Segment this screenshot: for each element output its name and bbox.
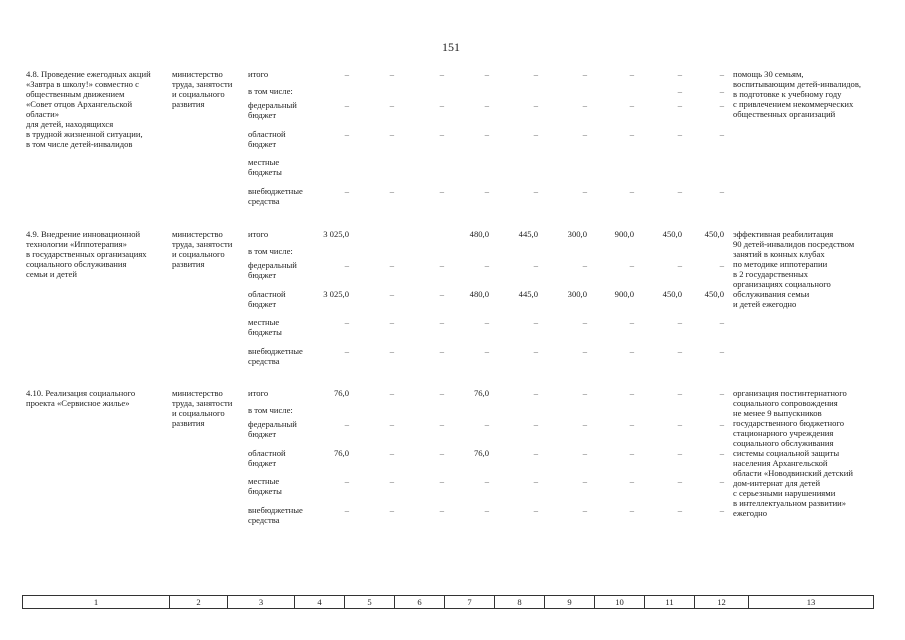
year-value: –	[484, 186, 489, 196]
measure-text: 4.10. Реализация социального проекта «Сервисное жилье»	[26, 388, 136, 408]
year-value: –	[439, 100, 444, 110]
year-value: –	[533, 186, 538, 196]
year-value: –	[629, 505, 634, 515]
year-value: –	[719, 476, 724, 486]
year-value: –	[629, 100, 634, 110]
source-label: федеральный бюджет	[248, 260, 297, 280]
year-value: –	[629, 260, 634, 270]
year-value: –	[389, 129, 394, 139]
year-value: 480,0	[469, 229, 489, 239]
year-value: –	[677, 388, 682, 398]
year-value: –	[439, 69, 444, 79]
year-value: –	[582, 317, 587, 327]
source-label: местные бюджеты	[248, 157, 282, 177]
year-value: –	[629, 346, 634, 356]
year-value: –	[719, 346, 724, 356]
total-value: 76,0	[333, 448, 349, 458]
year-value: –	[677, 476, 682, 486]
year-value: 900,0	[614, 229, 634, 239]
source-label: областной бюджет	[248, 289, 286, 309]
total-value: –	[344, 419, 349, 429]
year-value: –	[439, 419, 444, 429]
result-text: помощь 30 семьям, воспитывающим детей-инвалидов, в подготовке к учебному году с привлечением некоммерческих общественных организаций	[733, 69, 862, 119]
year-value: –	[719, 388, 724, 398]
col-num-9: 9	[545, 596, 595, 608]
year-value: –	[677, 419, 682, 429]
year-value: –	[582, 388, 587, 398]
year-value: –	[484, 346, 489, 356]
year-value: –	[533, 69, 538, 79]
year-value: –	[389, 505, 394, 515]
year-value: –	[582, 69, 587, 79]
total-value: –	[344, 346, 349, 356]
source-label: местные бюджеты	[248, 476, 282, 496]
result-text: эффективная реабилитация 90 детей-инвалидов посредством занятий в конных клубах по методике иппотерапии в 2 государственных организациях социального обслуживания семьи и детей ежегодно	[733, 229, 855, 309]
year-value: –	[677, 186, 682, 196]
page-number: 151	[442, 40, 460, 54]
year-value: –	[389, 260, 394, 270]
year-value: –	[389, 346, 394, 356]
year-value: –	[677, 317, 682, 327]
year-value: –	[439, 260, 444, 270]
year-value: –	[629, 69, 634, 79]
year-value: –	[439, 505, 444, 515]
source-label: в том числе:	[248, 86, 293, 96]
year-value: –	[439, 289, 444, 299]
year-value: –	[484, 260, 489, 270]
year-value: –	[677, 505, 682, 515]
year-value: 450,0	[704, 229, 724, 239]
year-value: –	[629, 419, 634, 429]
year-value: –	[439, 476, 444, 486]
year-value: –	[719, 69, 724, 79]
year-value: –	[439, 317, 444, 327]
year-value: –	[389, 419, 394, 429]
total-value: –	[344, 100, 349, 110]
col-num-11: 11	[645, 596, 695, 608]
col-num-5: 5	[345, 596, 395, 608]
year-value: –	[677, 346, 682, 356]
source-label: в том числе:	[248, 405, 293, 415]
year-value: –	[439, 129, 444, 139]
source-label: итого	[248, 388, 269, 398]
year-value: 445,0	[518, 289, 538, 299]
year-value: 300,0	[567, 229, 587, 239]
year-value: 450,0	[704, 289, 724, 299]
year-value: 445,0	[518, 229, 538, 239]
total-value: –	[344, 476, 349, 486]
source-label: областной бюджет	[248, 448, 286, 468]
source-label: внебюджетные средства	[248, 346, 303, 366]
source-label: местные бюджеты	[248, 317, 282, 337]
result-text: организация постинтернатного социального сопровождения не менее 9 выпускников государственного бюджетного стационарного учреждения социального обслуживания системы социальной защиты населения Архангельской области «Новодвинский детский дом-интернат для детей с серьезными нарушениями в интеллектуальном развитии» ежегодно	[733, 388, 853, 518]
year-value: –	[582, 186, 587, 196]
year-value: 900,0	[614, 289, 634, 299]
source-label: областной бюджет	[248, 129, 286, 149]
year-value: –	[389, 186, 394, 196]
measure-text: 4.8. Проведение ежегодных акций «Завтра в школу!» совместно с общественным движением «Совет отцов Архангельской области» для детей, находящихся в трудной жизненной ситуации, в том числе детей-инвалидов	[26, 69, 151, 149]
year-value: –	[582, 346, 587, 356]
year-value: –	[389, 476, 394, 486]
year-value: –	[389, 388, 394, 398]
year-value: –	[533, 129, 538, 139]
source-label: федеральный бюджет	[248, 419, 297, 439]
year-value: –	[484, 100, 489, 110]
executor-text: министерство труда, занятости и социального развития	[172, 388, 233, 428]
year-value: –	[629, 317, 634, 327]
year-value: –	[484, 505, 489, 515]
total-value: –	[344, 69, 349, 79]
year-value: –	[484, 129, 489, 139]
year-value: –	[719, 100, 724, 110]
year-value: –	[533, 260, 538, 270]
col-num-10: 10	[595, 596, 645, 608]
col-num-13: 13	[806, 597, 816, 607]
year-value: –	[719, 448, 724, 458]
year-value: –	[677, 100, 682, 110]
year-value: 76,0	[473, 448, 489, 458]
year-value: 450,0	[662, 229, 682, 239]
col-num-1: 1	[23, 596, 170, 608]
year-value: –	[533, 419, 538, 429]
total-value: –	[344, 505, 349, 515]
year-value: –	[629, 388, 634, 398]
year-value: –	[677, 448, 682, 458]
year-value: 300,0	[567, 289, 587, 299]
year-value: –	[439, 346, 444, 356]
year-value: –	[439, 186, 444, 196]
year-value: –	[533, 476, 538, 486]
year-value: –	[677, 69, 682, 79]
year-value: –	[582, 505, 587, 515]
year-value: –	[389, 289, 394, 299]
year-value: –	[533, 100, 538, 110]
year-value: –	[582, 419, 587, 429]
source-label: внебюджетные средства	[248, 186, 303, 206]
year-value: –	[677, 260, 682, 270]
year-value: –	[629, 129, 634, 139]
source-label: итого	[248, 69, 269, 79]
year-value: –	[719, 505, 724, 515]
executor-text: министерство труда, занятости и социального развития	[172, 229, 233, 269]
year-value: –	[389, 100, 394, 110]
total-value: –	[344, 260, 349, 270]
year-value: –	[629, 448, 634, 458]
year-value: –	[533, 317, 538, 327]
source-label: федеральный бюджет	[248, 100, 297, 120]
source-label: в том числе:	[248, 246, 293, 256]
measure-text: 4.9. Внедрение инновационной технологии «Иппотерапия» в государственных организациях социального обслуживания семьи и детей	[26, 229, 147, 279]
col-num-2: 2	[170, 596, 228, 608]
col-num-8: 8	[495, 596, 545, 608]
total-value: 3 025,0	[323, 229, 349, 239]
year-value: –	[484, 69, 489, 79]
year-value: –	[484, 419, 489, 429]
year-value: –	[719, 317, 724, 327]
year-value: –	[719, 86, 724, 96]
year-value: 76,0	[473, 388, 489, 398]
year-value: –	[677, 86, 682, 96]
year-value: –	[484, 317, 489, 327]
source-label: внебюджетные средства	[248, 505, 303, 525]
year-value: –	[439, 448, 444, 458]
col-num-3: 3	[228, 596, 295, 608]
executor-text: министерство труда, занятости и социального развития	[172, 69, 233, 109]
col-num-7: 7	[445, 596, 495, 608]
total-value: –	[344, 129, 349, 139]
year-value: –	[719, 129, 724, 139]
year-value: –	[719, 419, 724, 429]
col-num-4: 4	[295, 596, 345, 608]
year-value: –	[629, 186, 634, 196]
total-value: –	[344, 317, 349, 327]
year-value: 480,0	[469, 289, 489, 299]
year-value: –	[582, 260, 587, 270]
year-value: –	[582, 100, 587, 110]
col-num-6: 6	[395, 596, 445, 608]
col-num-12: 12	[695, 596, 749, 608]
year-value: –	[533, 388, 538, 398]
year-value: –	[719, 260, 724, 270]
year-value: –	[389, 69, 394, 79]
year-value: –	[582, 129, 587, 139]
year-value: –	[533, 505, 538, 515]
year-value: 450,0	[662, 289, 682, 299]
year-value: –	[677, 129, 682, 139]
year-value: –	[533, 448, 538, 458]
year-value: –	[439, 388, 444, 398]
column-number-row	[22, 595, 874, 609]
year-value: –	[533, 346, 538, 356]
year-value: –	[389, 317, 394, 327]
year-value: –	[484, 476, 489, 486]
year-value: –	[629, 476, 634, 486]
total-value: 76,0	[333, 388, 349, 398]
total-value: –	[344, 186, 349, 196]
year-value: –	[389, 448, 394, 458]
source-label: итого	[248, 229, 269, 239]
total-value: 3 025,0	[323, 289, 349, 299]
year-value: –	[582, 476, 587, 486]
year-value: –	[719, 186, 724, 196]
year-value: –	[582, 448, 587, 458]
